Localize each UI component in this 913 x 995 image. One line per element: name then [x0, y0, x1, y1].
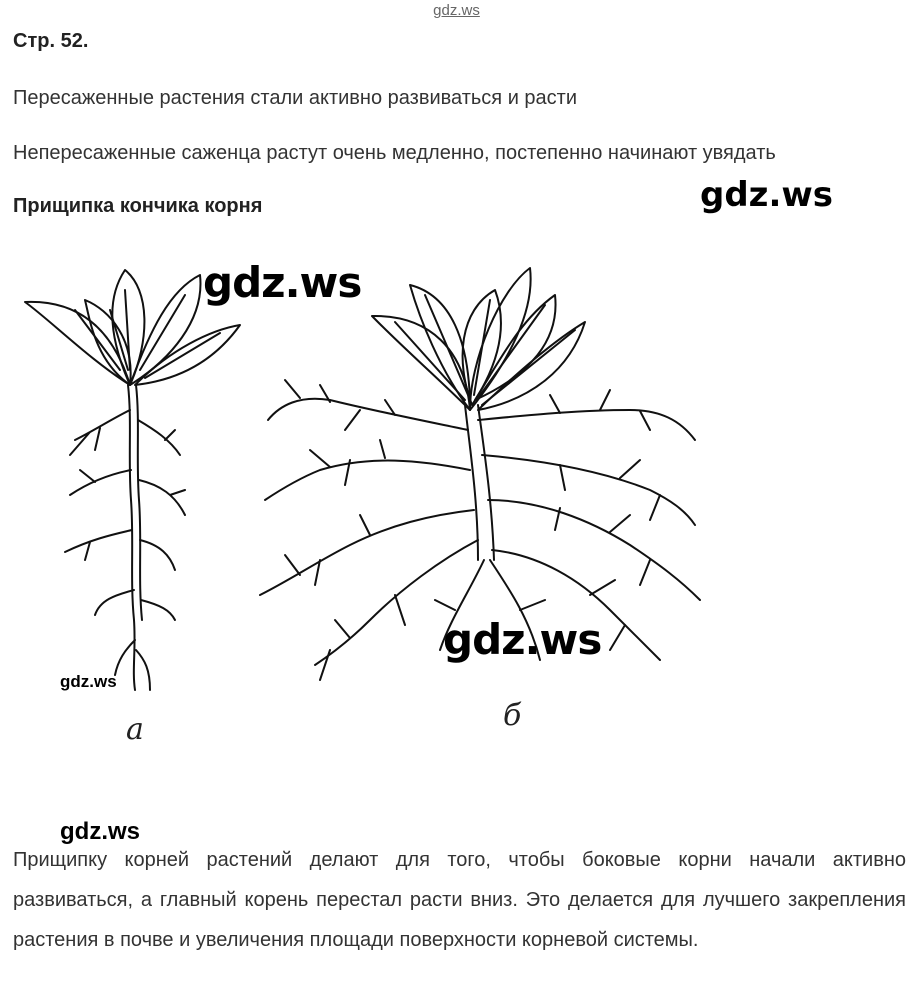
section-heading: Прищипка кончика корня — [13, 195, 263, 217]
page-title: Стр. 52. — [13, 30, 89, 52]
watermark-text: gdz.ws — [700, 175, 834, 215]
top-watermark: gdz.ws — [433, 2, 480, 19]
watermark-text: gdz.ws — [203, 258, 362, 307]
watermark-text: gdz.ws — [60, 818, 141, 845]
paragraph-transplanted: Пересаженные растения стали активно развиваться и расти — [13, 87, 578, 109]
figure-label-a: а — [126, 712, 144, 747]
watermark-text: gdz.ws — [443, 615, 602, 664]
figure-label-b: б — [503, 698, 522, 733]
plant-a-drawing — [25, 270, 240, 690]
explanation-paragraph: Прищипку корней растений делают для того, чтобы боковые корни начали активно развиваться, а главный корень перестал расти вниз. Это делается для лучшего закрепления растения в почве и увеличения площади поверхности корневой системы. — [13, 849, 906, 951]
paragraph-not-transplanted: Непересаженные саженца растут очень медленно, постепенно начинают увядать — [13, 142, 776, 164]
watermark-text: gdz.ws — [60, 672, 117, 691]
